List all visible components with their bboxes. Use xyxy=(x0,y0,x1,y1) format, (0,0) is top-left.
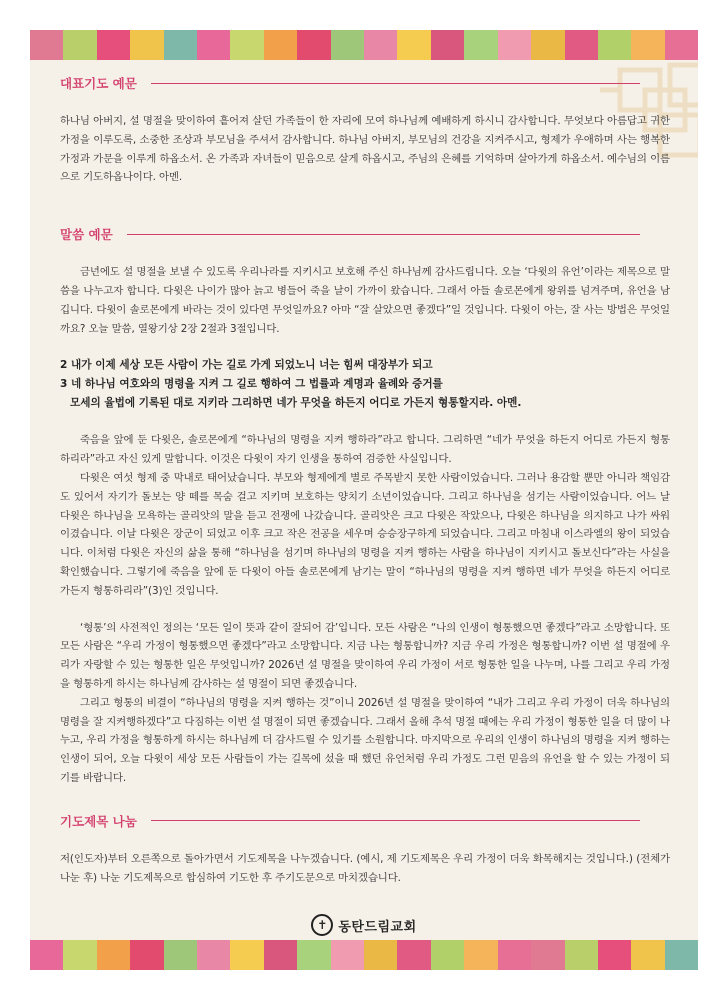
scripture-quote xyxy=(60,356,670,413)
band-stripe xyxy=(431,30,464,60)
cross-circle-icon: ✝ xyxy=(311,914,333,936)
band-stripe xyxy=(565,940,598,970)
sermon-intro: 금년에도 설 명절을 보낼 수 있도록 우리나라를 지키시고 보호해 주신 하나님께 감사드립니다. 오늘 ‘다윗의 유언’이라는 제목으로 말씀을 나누고자 합니다. 다윗은 나이가 많아 늙고 병들어 죽을 날이 가까이 왔습니다. 그래서 아들 솔로몬에게 왕위를 넘겨주며, 유언을 남깁니다. 다윗이 솔로몬에게 바라는 것이 있다면 무엇일까요? 아마 “잘 살았으면 좋겠다”일 것입니다. 다윗이 아는, 잘 사는 방법은 무엇일까요? 오늘 말씀, 열왕기상 2장 2절과 3절입니다. xyxy=(60,266,670,335)
band-stripe xyxy=(63,30,96,60)
band-stripe xyxy=(631,30,664,60)
verse-line: 모세의 율법에 기록된 대로 지키라 그리하면 네가 무엇을 하든지 어디로 가든지 형통할지라. 아멘. xyxy=(70,397,522,410)
band-stripe xyxy=(598,30,631,60)
band-stripe xyxy=(397,940,430,970)
section-divider xyxy=(151,83,640,84)
band-stripe xyxy=(565,30,598,60)
band-stripe xyxy=(397,30,430,60)
section-divider xyxy=(151,820,640,821)
band-stripe xyxy=(498,30,531,60)
band-stripe xyxy=(63,940,96,970)
page xyxy=(30,30,698,970)
band-stripe xyxy=(531,30,564,60)
band-stripe xyxy=(665,30,698,60)
band-stripe xyxy=(531,940,564,970)
church-name: 동탄드림교회 xyxy=(338,919,417,935)
band-stripe xyxy=(464,30,497,60)
bottom-color-band xyxy=(30,940,698,970)
church-logo xyxy=(30,914,698,936)
sermon-paragraph: 죽음을 앞에 둔 다윗은, 솔로몬에게 “하나님의 명령을 지켜 행하라”라고 합니다. 그리하면 “네가 무엇을 하든지 어디로 가든지 형통하리라”라고 자신 있게 말합니다. 이것은 다윗이 자기 인생을 통하여 검증한 사실입니다. xyxy=(60,434,670,466)
band-stripe xyxy=(164,30,197,60)
main-content xyxy=(60,74,670,887)
band-stripe xyxy=(197,30,230,60)
prayer-paragraph: 하나님 아버지, 설 명절을 맞이하여 흩어져 살던 가족들이 한 자리에 모여 하나님께 예배하게 하시니 감사합니다. 무엇보다 아름답고 귀한 가정을 이루도록, 소중한 조상과 부모님을 주셔서 감사합니다. 하나님 아버지, 부모님의 건강을 지켜주시고, 형제가 우애하며 사는 행복한 가정과 가문을 이루게 하옵소서. 온 가족과 자녀들이 믿음으로 살게 하옵시고, 주님의 은혜를 기억하며 살아가게 하옵소서. 예수님의 이름으로 기도하옵나이다. 아멘. xyxy=(60,115,670,184)
band-stripe xyxy=(164,940,197,970)
band-stripe xyxy=(297,940,330,970)
band-stripe xyxy=(297,30,330,60)
band-stripe xyxy=(331,30,364,60)
band-stripe xyxy=(230,30,263,60)
band-stripe xyxy=(665,940,698,970)
section-title: 말씀 예문 xyxy=(60,227,113,243)
section-title: 기도제목 나눔 xyxy=(60,813,137,829)
closing-section-header xyxy=(60,812,670,830)
band-stripe xyxy=(130,940,163,970)
band-stripe xyxy=(230,940,263,970)
band-stripe xyxy=(498,940,531,970)
band-stripe xyxy=(264,940,297,970)
band-stripe xyxy=(264,30,297,60)
verse-line: 3 네 하나님 여호와의 명령을 지켜 그 길로 행하여 그 법률과 계명과 율례와 증거를 xyxy=(60,378,443,391)
band-stripe xyxy=(364,30,397,60)
closing-paragraph: 저(인도자)부터 오른쪽으로 돌아가면서 기도제목을 나누겠습니다. (예시, 제 기도제목은 우리 가정이 더욱 화목해지는 것입니다.) (전체가 나눈 후) 나눈 기도제목으로 합심하여 기도한 후 주기도문으로 마치겠습니다. xyxy=(60,852,670,884)
sermon-paragraph: ‘형통’의 사전적인 정의는 ‘모든 일이 뜻과 같이 잘되어 감’입니다. 모든 사람은 “나의 인생이 형통했으면 좋겠다”라고 소망합니다. 또 모든 사람은 “우리 가정이 형통했으면 좋겠다”라고 소망합니다. 지금 나는 형통합니까? 지금 우리 가정은 형통합니까? 이번 설 명절에 우리가 자랑할 수 있는 형통한 일은 무엇입니까? 2026년 설 명절을 맞이하여 우리 가정이 서로 형통한 일을 나누며, 나를 그리고 우리 가정을 형통하게 하시는 하나님께 감사하는 설 명절이 되면 좋겠습니다. xyxy=(60,621,670,690)
band-stripe xyxy=(631,940,664,970)
band-stripe xyxy=(30,30,63,60)
band-stripe xyxy=(464,940,497,970)
section-divider xyxy=(127,234,640,235)
band-stripe xyxy=(197,940,230,970)
band-stripe xyxy=(130,30,163,60)
sermon-section-header xyxy=(60,225,670,243)
sermon-paragraph: 다윗은 여섯 형제 중 막내로 태어났습니다. 부모와 형제에게 별로 주목받지 못한 사람이었습니다. 그러나 용감할 뿐만 아니라 책임감도 있어서 자기가 돌보는 양 떼를 목숨 걸고 지키며 보호하는 양치기 소년이었습니다. 그리고 하나님을 섬기는 사람이었습니다. 어느 날 다윗은 하나님을 모욕하는 골리앗의 말을 듣고 전쟁에 나갔습니다. 골리앗은 크고 다윗은 작았으나, 다윗은 하나님을 의지하고 나가 싸워 이겼습니다. 이날 다윗은 장군이 되었고 이후 크고 작은 전공을 세우며 승승장구하게 되었습니다. 그리고 마침내 이스라엘의 왕이 되었습니다. 이처럼 다윗은 자신의 삶을 통해 “하나님을 섬기며 하나님의 명령을 지켜 행하는 사람을 하나님이 지키시고 돌보신다”라는 사실을 확인했습니다. 그렇기에 죽음을 앞에 둔 다윗이 아들 솔로몬에게 남기는 말이 “하나님의 명령을 지켜 행하면 네가 무엇을 하든지 어디로 가든지 형통하리라”(3)인 것입니다. xyxy=(60,471,671,597)
band-stripe xyxy=(364,940,397,970)
band-stripe xyxy=(97,30,130,60)
prayer-section-header xyxy=(60,74,670,92)
band-stripe xyxy=(598,940,631,970)
verse-line: 2 내가 이제 세상 모든 사람이 가는 길로 가게 되었노니 너는 힘써 대장부가 되고 xyxy=(60,359,433,372)
top-color-band xyxy=(30,30,698,60)
band-stripe xyxy=(331,940,364,970)
sermon-paragraph: 그리고 형통의 비결이 “하나님의 명령을 지켜 행하는 것”이니 2026년 설 명절을 맞이하여 “내가 그리고 우리 가정이 더욱 하나님의 명령을 잘 지켜행하겠다”고 다짐하는 이번 설 명절이 되면 좋겠습니다. 그래서 올해 추석 명절 때에는 우리 가정이 형통한 일을 더 많이 나누고, 우리 가정을 형통하게 하시는 하나님께 더 감사드릴 수 있기를 소원합니다. 마지막으로 우리의 인생이 하나님의 명령을 지켜 행하는 인생이 되어, 오늘 다윗이 세상 모든 사람들이 가는 길목에 섰을 때 했던 유언처럼 우리 가정도 그런 믿음의 유언을 할 수 있는 가정이 되기를 바랍니다. xyxy=(60,696,670,784)
band-stripe xyxy=(97,940,130,970)
section-title: 대표기도 예문 xyxy=(60,76,137,91)
band-stripe xyxy=(431,940,464,970)
band-stripe xyxy=(30,940,63,970)
